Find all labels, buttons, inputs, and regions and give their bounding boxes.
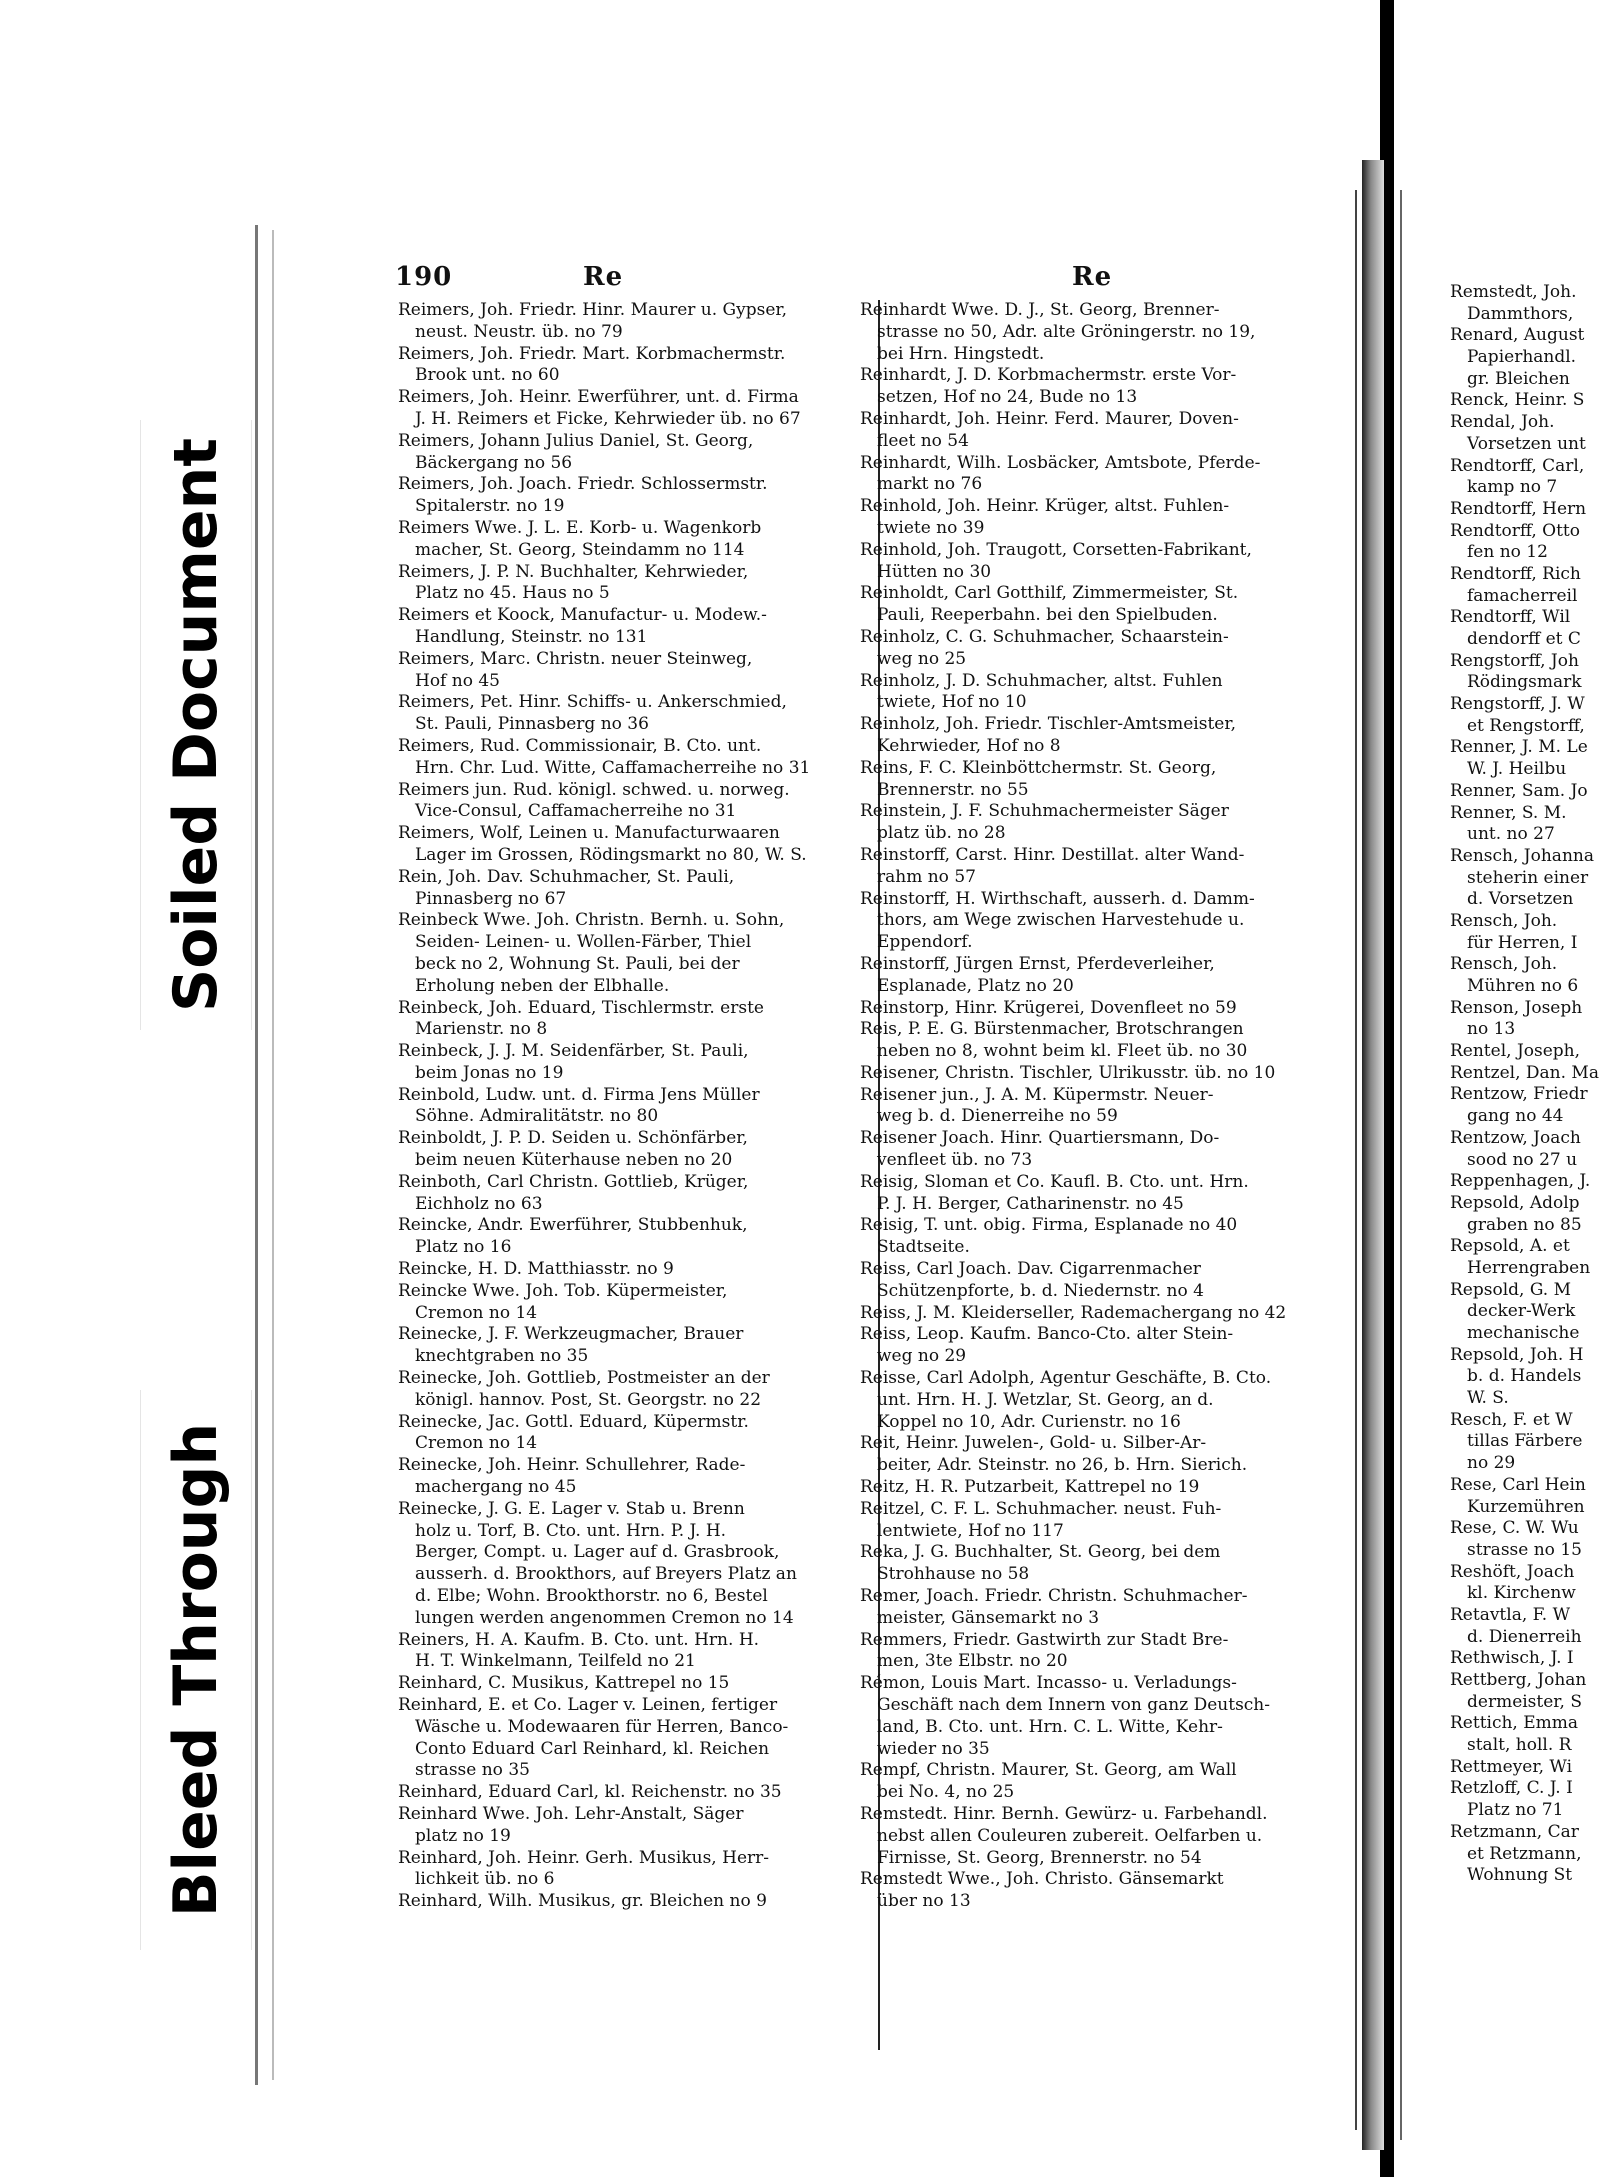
directory-line: Reimers, J. P. N. Buchhalter, Kehrwieder, <box>398 561 749 582</box>
directory-line: tillas Färbere <box>1450 1431 1583 1452</box>
directory-line: Wohnung St <box>1450 1865 1573 1886</box>
directory-line: Reimers, Pet. Hinr. Schiffs- u. Ankerschmied, <box>398 692 787 713</box>
directory-line: lichkeit üb. no 6 <box>398 1869 555 1890</box>
directory-line: beck no 2, Wohnung St. Pauli, bei der <box>398 953 740 974</box>
directory-line: unt. no 27 <box>1450 824 1555 845</box>
directory-line: Reisener Joach. Hinr. Quartiersmann, Do- <box>860 1128 1220 1149</box>
directory-line: Reinstorff, Jürgen Ernst, Pferdeverleiher, <box>860 953 1215 974</box>
directory-line: fleet no 54 <box>860 430 969 451</box>
directory-line: b. d. Handels <box>1450 1366 1582 1387</box>
directory-line: Reitzel, C. F. L. Schuhmacher. neust. Fuh- <box>860 1498 1222 1519</box>
directory-line: Reimers et Koock, Manufactur- u. Modew.- <box>398 605 767 626</box>
directory-line: Reiss, J. M. Kleiderseller, Rademachergang no 42 <box>860 1302 1287 1323</box>
directory-line: Reinhardt Wwe. D. J., St. Georg, Brenner- <box>860 300 1220 320</box>
directory-line: wieder no 35 <box>860 1738 990 1759</box>
directory-line: Remstedt. Hinr. Bernh. Gewürz- u. Farbehandl. <box>860 1803 1268 1824</box>
directory-line: Herrengraben <box>1450 1257 1591 1278</box>
directory-line: Platz no 16 <box>398 1237 512 1258</box>
directory-line: decker-Werk <box>1450 1301 1576 1322</box>
directory-line: Papierhandl. <box>1450 347 1577 368</box>
directory-line: Reimers jun. Rud. königl. schwed. u. norweg. <box>398 779 790 800</box>
directory-line: Reinbeck Wwe. Joh. Christn. Bernh. u. Sohn, <box>398 910 785 931</box>
directory-line: machergang no 45 <box>398 1477 577 1498</box>
directory-line: Repsold, A. et <box>1450 1236 1570 1257</box>
directory-line: strasse no 35 <box>398 1760 530 1781</box>
directory-line: Reins, F. C. Kleinböttchermstr. St. Georg, <box>860 757 1217 778</box>
directory-line: Rendtorff, Rich <box>1450 563 1581 584</box>
directory-line: twiete, Hof no 10 <box>860 692 1027 713</box>
directory-line: strasse no 15 <box>1450 1539 1582 1560</box>
directory-line: Reincke Wwe. Joh. Tob. Küpermeister, <box>398 1280 728 1301</box>
directory-line: Rödingsmark <box>1450 672 1582 693</box>
directory-line: strasse no 50, Adr. alte Gröningerstr. no 19, <box>860 321 1256 342</box>
directory-line: W. S. <box>1450 1388 1509 1409</box>
directory-line: kamp no 7 <box>1450 477 1558 498</box>
directory-line: Reimers Wwe. J. L. E. Korb- u. Wagenkorb <box>398 517 762 538</box>
directory-line: für Herren, I <box>1450 932 1578 953</box>
directory-line: Spitalerstr. no 19 <box>398 496 565 517</box>
directory-line: Reinbeck, J. J. M. Seidenfärber, St. Pauli, <box>398 1041 749 1062</box>
directory-line: Reinholz, J. D. Schuhmacher, altst. Fuhlen <box>860 670 1223 691</box>
partial-next-page-column <box>1450 282 1600 2022</box>
directory-line: Brook unt. no 60 <box>398 365 560 386</box>
directory-line: Rempf, Christn. Maurer, St. Georg, am Wall <box>860 1760 1237 1781</box>
directory-line: famacherreil <box>1450 585 1578 606</box>
directory-line: J. H. Reimers et Ficke, Kehrwieder üb. no 67 <box>398 408 801 429</box>
directory-line: Rettmeyer, Wi <box>1450 1756 1573 1777</box>
page-number: 190 <box>395 262 453 292</box>
directory-line: Reinhard, Wilh. Musikus, gr. Bleichen no 9 <box>398 1891 767 1912</box>
directory-line: Mühren no 6 <box>1450 976 1579 996</box>
directory-line: unt. Hrn. H. J. Wetzlar, St. Georg, an d. <box>860 1389 1214 1410</box>
directory-line: Reinstein, J. F. Schuhmachermeister Säger <box>860 801 1229 822</box>
directory-line: Lager im Grossen, Rödingsmarkt no 80, W. S. <box>398 844 807 865</box>
directory-line: graben no 85 <box>1450 1214 1582 1235</box>
directory-line: d. Vorsetzen <box>1450 889 1574 910</box>
directory-line: sood no 27 u <box>1450 1149 1578 1170</box>
directory-line: Repsold, G. M <box>1450 1279 1572 1300</box>
directory-line: Firnisse, St. Georg, Brennerstr. no 54 <box>860 1847 1202 1868</box>
directory-line: Renck, Heinr. S <box>1450 390 1585 411</box>
directory-line: Rendtorff, Wil <box>1450 607 1571 628</box>
directory-line: Rendtorff, Otto <box>1450 520 1580 541</box>
directory-line: Reimers, Joh. Joach. Friedr. Schlossermstr. <box>398 474 768 495</box>
directory-line: Rentzow, Joach <box>1450 1127 1581 1148</box>
directory-line: Renard, August <box>1450 325 1585 346</box>
right-header: Re <box>1072 262 1113 292</box>
directory-line: Schützenpforte, b. d. Niedernstr. no 4 <box>860 1280 1204 1301</box>
directory-line: Resch, F. et W <box>1450 1409 1573 1430</box>
directory-line: Reinbold, Ludw. unt. d. Firma Jens Müller <box>398 1084 760 1105</box>
directory-line: stalt, holl. R <box>1450 1735 1572 1756</box>
directory-line: Reinhard, Joh. Heinr. Gerh. Musikus, Herr- <box>398 1847 769 1868</box>
directory-line: Retavtla, F. W <box>1450 1604 1571 1625</box>
directory-line: Reinholdt, Carl Gotthilf, Zimmermeister, St. <box>860 583 1239 604</box>
directory-line: St. Pauli, Pinnasberg no 36 <box>398 714 649 735</box>
directory-line: land, B. Cto. unt. Hrn. C. L. Witte, Kehr- <box>860 1716 1223 1737</box>
directory-line: platz üb. no 28 <box>860 823 1006 844</box>
directory-line: Reinhold, Joh. Traugott, Corsetten-Fabrikant, <box>860 539 1252 560</box>
directory-line: Vorsetzen unt <box>1450 433 1586 454</box>
directory-line: Reinhard, Eduard Carl, kl. Reichenstr. no 35 <box>398 1782 782 1803</box>
directory-line: Rettich, Emma <box>1450 1713 1579 1734</box>
directory-line: Reka, J. G. Buchhalter, St. Georg, bei dem <box>860 1542 1221 1563</box>
directory-line: Reinhardt, Joh. Heinr. Ferd. Maurer, Doven- <box>860 408 1239 429</box>
page-edge-left-inner <box>272 230 274 2080</box>
left-column <box>398 300 868 2060</box>
directory-line: Hof no 45 <box>398 670 500 691</box>
directory-line: Cremon no 14 <box>398 1433 538 1454</box>
directory-line: Reinecke, Joh. Heinr. Schullehrer, Rade- <box>398 1455 746 1476</box>
directory-line: Bäckergang no 56 <box>398 452 573 473</box>
directory-line: Wäsche u. Modewaaren für Herren, Banco- <box>398 1716 789 1737</box>
directory-line: königl. hannov. Post, St. Georgstr. no 22 <box>398 1389 762 1410</box>
directory-line: Kurzemühren <box>1450 1496 1585 1517</box>
directory-line: Remstedt Wwe., Joh. Christo. Gänsemarkt <box>860 1869 1224 1890</box>
directory-line: Reinecke, J. G. E. Lager v. Stab u. Brenn <box>398 1498 745 1519</box>
directory-line: Pauli, Reeperbahn. bei den Spielbuden. <box>860 605 1218 626</box>
directory-line: d. Dienerreih <box>1450 1626 1582 1647</box>
directory-line: Reinhard, E. et Co. Lager v. Leinen, fertiger <box>398 1695 778 1715</box>
bleed-through-stamp <box>140 1390 252 1950</box>
directory-line: Reimers, Rud. Commissionair, B. Cto. unt. <box>398 735 762 756</box>
directory-line: Handlung, Steinstr. no 131 <box>398 626 648 647</box>
directory-line: no 29 <box>1450 1453 1516 1474</box>
directory-line: Reinboth, Carl Christn. Gottlieb, Krüger, <box>398 1171 749 1192</box>
directory-line: Reisener jun., J. A. M. Küpermstr. Neuer- <box>860 1084 1214 1105</box>
directory-line: Hütten no 30 <box>860 561 992 582</box>
directory-line: weg no 29 <box>860 1346 967 1367</box>
directory-line: Rethwisch, J. I <box>1450 1648 1574 1669</box>
directory-line: Reimers, Marc. Christn. neuer Steinweg, <box>398 648 753 669</box>
directory-line: macher, St. Georg, Steindamm no 114 <box>398 539 745 560</box>
book-gutter <box>1362 160 1384 2150</box>
directory-line: twiete no 39 <box>860 517 985 538</box>
directory-line: dendorff et C <box>1450 629 1581 649</box>
directory-line: Rese, Carl Hein <box>1450 1474 1586 1495</box>
bleed-through-label: Bleed Through <box>161 1422 232 1918</box>
directory-line: beiter, Adr. Steinstr. no 26, b. Hrn. Sierich. <box>860 1455 1248 1476</box>
directory-line: neust. Neustr. üb. no 79 <box>398 321 623 342</box>
directory-line: Remer, Joach. Friedr. Christn. Schuhmacher- <box>860 1586 1248 1607</box>
directory-line: venfleet üb. no 73 <box>860 1150 1033 1171</box>
directory-line: Rettberg, Johan <box>1450 1670 1587 1690</box>
directory-line: Marienstr. no 8 <box>398 1019 548 1040</box>
directory-line: platz no 19 <box>398 1825 511 1846</box>
directory-line: Rendtorff, Carl, <box>1450 455 1585 476</box>
directory-line: Geschäft nach dem Innern von ganz Deutsch- <box>860 1695 1271 1715</box>
directory-line: Eppendorf. <box>860 932 973 953</box>
directory-line: markt no 76 <box>860 474 983 495</box>
directory-line: Conto Eduard Carl Reinhard, kl. Reichen <box>398 1738 770 1759</box>
directory-line: Reitz, H. R. Putzarbeit, Kattrepel no 19 <box>860 1477 1200 1498</box>
directory-line: Reinstorff, H. Wirthschaft, ausserh. d. Damm- <box>860 888 1255 909</box>
directory-line: Reimers, Joh. Friedr. Mart. Korbmachermstr. <box>398 343 786 364</box>
directory-line: beim Jonas no 19 <box>398 1062 564 1083</box>
directory-line: Reimers, Joh. Friedr. Hinr. Maurer u. Gypser, <box>398 300 788 320</box>
directory-line: Reinholz, C. G. Schuhmacher, Schaarstein- <box>860 626 1229 647</box>
directory-line: Reinhardt, J. D. Korbmachermstr. erste Vor- <box>860 365 1237 386</box>
directory-line: Rendtorff, Hern <box>1450 498 1587 519</box>
directory-line: Reiners, H. A. Kaufm. B. Cto. unt. Hrn. H. <box>398 1629 760 1650</box>
directory-line: Rentel, Joseph, <box>1450 1041 1581 1062</box>
directory-line: Vice-Consul, Caffamacherreihe no 31 <box>398 801 737 822</box>
directory-line: Cremon no 14 <box>398 1302 538 1323</box>
directory-line: Stadtseite. <box>860 1237 970 1258</box>
directory-line: W. J. Heilbu <box>1450 759 1567 780</box>
directory-line: Reisener, Christn. Tischler, Ulrikusstr. üb. no 10 <box>860 1062 1276 1083</box>
directory-line: Brennerstr. no 55 <box>860 779 1029 800</box>
soiled-document-label: Soiled Document <box>161 437 232 1013</box>
directory-line: Reppenhagen, J. <box>1450 1171 1591 1192</box>
directory-line: Erholung neben der Elbhalle. <box>398 975 670 996</box>
directory-line: Retzmann, Car <box>1450 1821 1579 1842</box>
right-column <box>860 300 1340 2060</box>
directory-line: Renner, S. M. <box>1450 802 1567 823</box>
directory-line: Reinhardt, Wilh. Losbäcker, Amtsbote, Pferde- <box>860 452 1261 473</box>
directory-line: Rengstorff, J. W <box>1450 694 1585 715</box>
directory-line: Repsold, Joh. H <box>1450 1344 1584 1365</box>
directory-line: beim neuen Küterhause neben no 20 <box>398 1150 733 1171</box>
directory-line: Reisig, T. unt. obig. Firma, Esplanade no 40 <box>860 1215 1238 1236</box>
directory-line: Koppel no 10, Adr. Curienstr. no 16 <box>860 1411 1181 1432</box>
directory-line: Eichholz no 63 <box>398 1193 543 1214</box>
directory-line: et Rengstorff, <box>1450 715 1585 736</box>
directory-line: Rensch, Johanna <box>1450 845 1594 866</box>
soiled-document-stamp <box>140 420 252 1030</box>
directory-line: Platz no 45. Haus no 5 <box>398 583 610 604</box>
directory-line: nebst allen Couleuren zubereit. Oelfarben u. <box>860 1825 1263 1846</box>
directory-line: Berger, Compt. u. Lager auf d. Grasbrook, <box>398 1542 780 1563</box>
directory-line: meister, Gänsemarkt no 3 <box>860 1607 1100 1628</box>
left-header: Re <box>583 262 624 292</box>
directory-line: Reinbeck, Joh. Eduard, Tischlermstr. erste <box>398 997 764 1018</box>
directory-line: bei Hrn. Hingstedt. <box>860 343 1045 364</box>
directory-line: Reinecke, J. F. Werkzeugmacher, Brauer <box>398 1324 744 1345</box>
directory-line: Reisse, Carl Adolph, Agentur Geschäfte, B. Cto. <box>860 1368 1272 1389</box>
directory-line: thors, am Wege zwischen Harvestehude u. <box>860 910 1245 931</box>
directory-line: Reincke, Andr. Ewerführer, Stubbenhuk, <box>398 1215 748 1236</box>
directory-line: knechtgraben no 35 <box>398 1346 589 1367</box>
directory-line: mechanische <box>1450 1323 1580 1343</box>
directory-line: Reinstorp, Hinr. Krügerei, Dovenfleet no 59 <box>860 997 1237 1018</box>
directory-line: weg no 25 <box>860 648 967 669</box>
directory-line: neben no 8, wohnt beim kl. Fleet üb. no 30 <box>860 1041 1248 1062</box>
directory-line: Hrn. Chr. Lud. Witte, Caffamacherreihe no 31 <box>398 757 811 778</box>
directory-line: et Retzmann, <box>1450 1843 1582 1864</box>
directory-line: Remmers, Friedr. Gastwirth zur Stadt Bre- <box>860 1629 1229 1650</box>
directory-line: Reinhard Wwe. Joh. Lehr-Anstalt, Säger <box>398 1803 744 1824</box>
directory-line: lentwiete, Hof no 117 <box>860 1520 1064 1541</box>
directory-line: kl. Kirchenw <box>1450 1583 1576 1604</box>
directory-line: Reinecke, Jac. Gottl. Eduard, Küpermstr. <box>398 1411 749 1432</box>
directory-line: Platz no 71 <box>1450 1800 1564 1821</box>
page-edge-right <box>1355 190 1357 2130</box>
directory-line: Rentzel, Dan. Ma <box>1450 1062 1599 1083</box>
directory-line: Reshöft, Joach <box>1450 1561 1575 1582</box>
directory-line: Reis, P. E. G. Bürstenmacher, Brotschrangen <box>860 1019 1244 1040</box>
directory-line: no 13 <box>1450 1019 1516 1040</box>
directory-line: Renner, J. M. Le <box>1450 737 1588 758</box>
directory-line: gang no 44 <box>1450 1106 1564 1127</box>
directory-line: Rensch, Joh. <box>1450 954 1558 975</box>
directory-line: Rese, C. W. Wu <box>1450 1518 1579 1539</box>
directory-line: Rensch, Joh. <box>1450 910 1558 931</box>
directory-line: bei No. 4, no 25 <box>860 1782 1015 1803</box>
directory-line: weg b. d. Dienerreihe no 59 <box>860 1106 1118 1127</box>
directory-line: Reinboldt, J. P. D. Seiden u. Schönfärber, <box>398 1128 748 1149</box>
directory-line: Reinholz, Joh. Friedr. Tischler-Amtsmeister, <box>860 714 1236 735</box>
directory-line: men, 3te Elbstr. no 20 <box>860 1651 1068 1672</box>
directory-line: Rengstorff, Joh <box>1450 650 1579 671</box>
directory-line: fen no 12 <box>1450 542 1548 563</box>
directory-line: über no 13 <box>860 1891 971 1912</box>
directory-line: dermeister, S <box>1450 1691 1583 1712</box>
directory-line: Reimers, Wolf, Leinen u. Manufacturwaaren <box>398 823 780 844</box>
directory-line: Rein, Joh. Dav. Schuhmacher, St. Pauli, <box>398 866 735 887</box>
directory-line: Reinhold, Joh. Heinr. Krüger, altst. Fuhlen- <box>860 496 1230 517</box>
directory-line: Renner, Sam. Jo <box>1450 780 1588 801</box>
directory-line: Pinnasberg no 67 <box>398 888 567 909</box>
directory-line: Remstedt, Joh. <box>1450 282 1577 302</box>
directory-line: Rémon, Louis Mart. Incasso- u. Verladungs- <box>860 1673 1237 1694</box>
directory-line: Dammthors, <box>1450 303 1574 324</box>
directory-line: Reimers, Johann Julius Daniel, St. Georg, <box>398 430 754 451</box>
directory-line: Reinecke, Joh. Gottlieb, Postmeister an der <box>398 1368 770 1389</box>
directory-line: Reisig, Sloman et Co. Kaufl. B. Cto. unt. Hrn. <box>860 1171 1249 1192</box>
directory-line: Retzloff, C. J. I <box>1450 1778 1573 1799</box>
directory-line: Reincke, H. D. Matthiasstr. no 9 <box>398 1259 674 1280</box>
directory-line: Strohhause no 58 <box>860 1564 1030 1585</box>
directory-line: Reiss, Leop. Kaufm. Banco-Cto. alter Stein- <box>860 1324 1234 1345</box>
directory-line: P. J. H. Berger, Catharinenstr. no 45 <box>860 1193 1184 1214</box>
next-page-edge <box>1400 190 1402 2140</box>
directory-line: lungen werden angenommen Cremon no 14 <box>398 1607 794 1628</box>
directory-line: Esplanade, Platz no 20 <box>860 975 1074 996</box>
directory-line: Renson, Joseph <box>1450 997 1583 1018</box>
directory-line: steherin einer <box>1450 867 1589 888</box>
directory-line: Repsold, Adolp <box>1450 1192 1580 1213</box>
directory-line: gr. Bleichen <box>1450 368 1570 389</box>
directory-line: H. T. Winkelmann, Teilfeld no 21 <box>398 1651 696 1672</box>
directory-line: Reiss, Carl Joach. Dav. Cigarrenmacher <box>860 1259 1201 1280</box>
directory-line: ausserh. d. Brookthors, auf Breyers Platz an <box>398 1564 797 1585</box>
directory-line: holz u. Torf, B. Cto. unt. Hrn. P. J. H. <box>398 1520 727 1541</box>
directory-line: Reimers, Joh. Heinr. Ewerführer, unt. d. Firma <box>398 387 799 408</box>
directory-line: Kehrwieder, Hof no 8 <box>860 735 1061 756</box>
directory-line: rahm no 57 <box>860 866 976 887</box>
directory-line: setzen, Hof no 24, Bude no 13 <box>860 387 1138 408</box>
directory-line: Söhne. Admiralitätstr. no 80 <box>398 1106 659 1127</box>
directory-line: Seiden- Leinen- u. Wollen-Färber, Thiel <box>398 932 752 953</box>
directory-line: d. Elbe; Wohn. Brookthorstr. no 6, Bestel <box>398 1586 768 1607</box>
directory-line: Reinstorff, Carst. Hinr. Destillat. alter Wand- <box>860 844 1245 865</box>
directory-line: Rentzow, Friedr <box>1450 1084 1588 1105</box>
page-edge-left <box>255 225 258 2085</box>
directory-line: Reit, Heinr. Juwelen-, Gold- u. Silber-Ar- <box>860 1433 1207 1454</box>
directory-line: Rendal, Joh. <box>1450 412 1555 433</box>
directory-line: Reinhard, C. Musikus, Kattrepel no 15 <box>398 1673 730 1694</box>
